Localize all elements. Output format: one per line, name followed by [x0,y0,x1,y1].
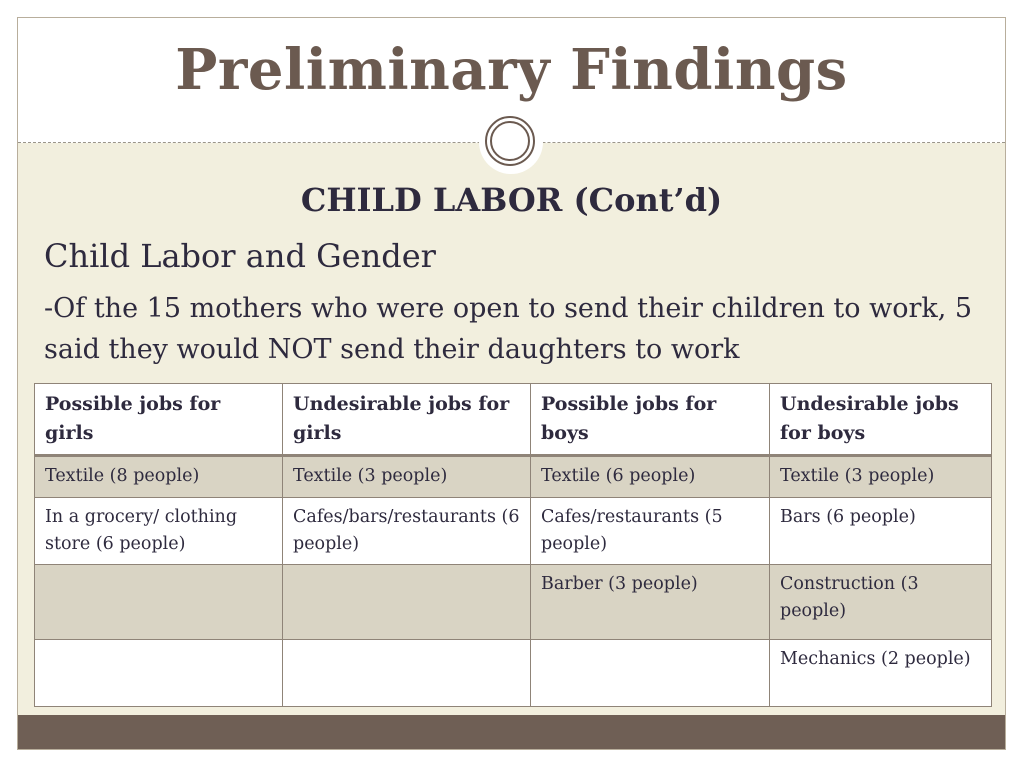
table-cell: Textile (3 people) [770,456,992,498]
footer-bar [18,715,1005,749]
table-cell: Barber (3 people) [531,565,770,640]
header-possible-jobs-girls: Possible jobs for girls [35,384,283,456]
table-header-row [35,384,992,456]
double-circle-ornament-inner-ring [490,121,530,161]
table-cell: Mechanics (2 people) [770,640,992,707]
table-cell: Textile (3 people) [283,456,531,498]
table-cell [35,640,283,707]
table-cell: Construction (3 people) [770,565,992,640]
table-cell: Textile (6 people) [531,456,770,498]
table-cell: Bars (6 people) [770,498,992,565]
slide-title: Preliminary Findings [175,37,848,103]
table-cell: Cafes/bars/restaurants (6 people) [283,498,531,565]
table-row [35,456,992,498]
jobs-table [34,383,992,707]
body-paragraph: -Of the 15 mothers who were open to send their children to work, 5 said they would NOT send their daughters to work [44,293,973,365]
table-cell [35,565,283,640]
header-undesirable-jobs-boys: Undesirable jobs for boys [770,384,992,456]
table-cell: In a grocery/ clothing store (6 people) [35,498,283,565]
slide-subtitle: CHILD LABOR (Cont’d) [300,181,723,219]
table-cell [531,640,770,707]
header-possible-jobs-boys: Possible jobs for boys [531,384,770,456]
table-row [35,498,992,565]
header-undesirable-jobs-girls: Undesirable jobs for girls [283,384,531,456]
table-cell: Cafes/restaurants (5 people) [531,498,770,565]
table-cell: Textile (8 people) [35,456,283,498]
section-heading: Child Labor and Gender [44,237,436,275]
table-row [35,640,992,707]
table-cell [283,640,531,707]
table-cell [283,565,531,640]
table-row [35,565,992,640]
